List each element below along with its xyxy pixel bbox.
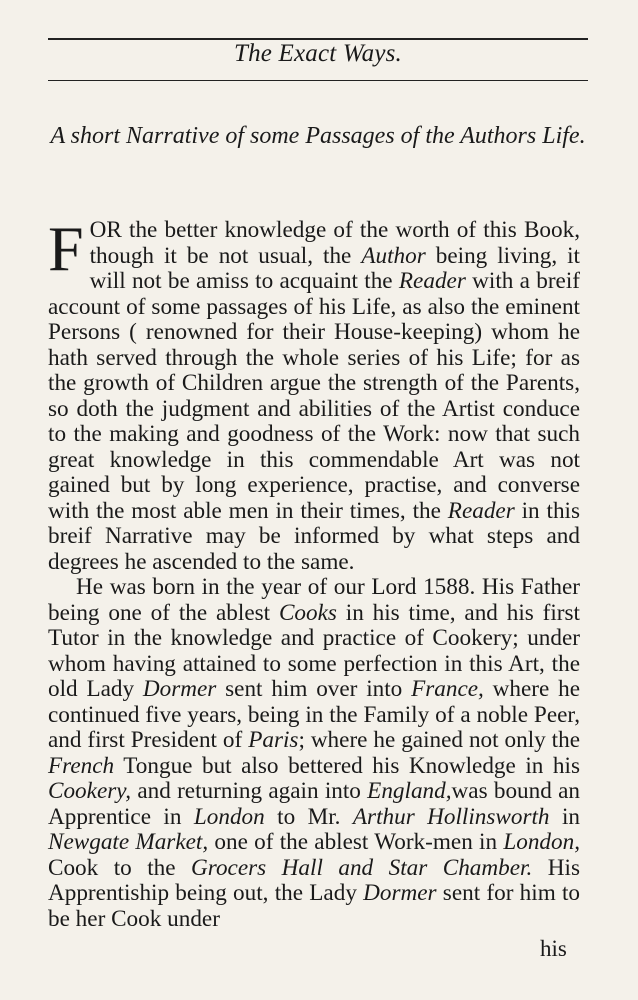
italic-run: Reader [447, 497, 515, 524]
text-run: in [549, 803, 580, 830]
text-run: to Mr. [264, 803, 353, 830]
section-heading: A short Narrative of some Passages of the Authors Life. [50, 123, 586, 149]
italic-run: Grocers Hall and Star Chamber. [191, 854, 533, 881]
text-run: OR the better knowledge of the worth of this Book, though it be not usual, the [89, 217, 580, 269]
paragraph-2 [48, 575, 580, 932]
italic-run: London [193, 803, 265, 830]
italic-run: Cookery, [48, 778, 132, 804]
text-run: in this breif Narrative may be informed by what steps and degrees he ascended to the same. [48, 497, 580, 575]
text-run: ; where he gained not only the [298, 727, 580, 753]
italic-run: Cooks [278, 599, 337, 626]
italic-run: Dormer [363, 880, 437, 906]
text-run: in his time, and his first Tutor in the knowledge and practice of Cookery; under whom having attained to some perfection in this Art, the old Lady [48, 599, 580, 702]
header-rule [48, 80, 588, 81]
paragraph-1 [48, 213, 580, 575]
catchword: his [540, 936, 567, 961]
text-run: was bound an Apprentice in [48, 778, 580, 830]
text-run: Tongue but also bettered his Knowledge in his [114, 752, 580, 779]
text-run: one of the ablest Work-men in [208, 829, 504, 855]
text-run: He was born in the year of our Lord 1588. His Father being one of the ablest [48, 574, 580, 626]
italic-run: Author [361, 242, 426, 269]
text-run: sent for him to be her Cook under [48, 880, 580, 932]
text-run: and returning again into [131, 778, 368, 804]
text-run: where he continued five years, being in the Family of a noble Peer, and first President of [48, 676, 581, 753]
italic-run: Paris [248, 727, 299, 753]
text-run: sent him over into [216, 676, 412, 702]
text-run: being living, it will not be amiss to acquaint the [89, 242, 580, 294]
italic-run: Arthur Hollinsworth [352, 803, 550, 830]
drop-cap: F [48, 213, 84, 284]
italic-run: England, [367, 778, 452, 804]
italic-run: Dormer [142, 676, 217, 702]
running-head: The Exact Ways. [233, 40, 402, 67]
text-run: Cook to the [48, 854, 192, 881]
italic-run: Reader [398, 268, 466, 294]
text-run: His Apprentiship being out, the Lady [48, 854, 580, 906]
text-run: with a breif account of some passages of his Life, as also the eminent Persons ( renowned for their House-keeping) whom he hath served through the whole series of his Life; for as the growth of Children argue the strength of the Parents, so doth the judgment and abilities of the Artist conduce to the making and goodness of the Work: now that such great knowledge in this commendable Art was not gained but by long experience, practise, and converse with the most able men in their times, the [48, 268, 580, 524]
italic-run: France, [411, 676, 484, 702]
italic-run: French [48, 752, 115, 779]
body-text [48, 213, 581, 932]
italic-run: Newgate Market, [48, 829, 209, 855]
italic-run: London, [503, 829, 580, 855]
